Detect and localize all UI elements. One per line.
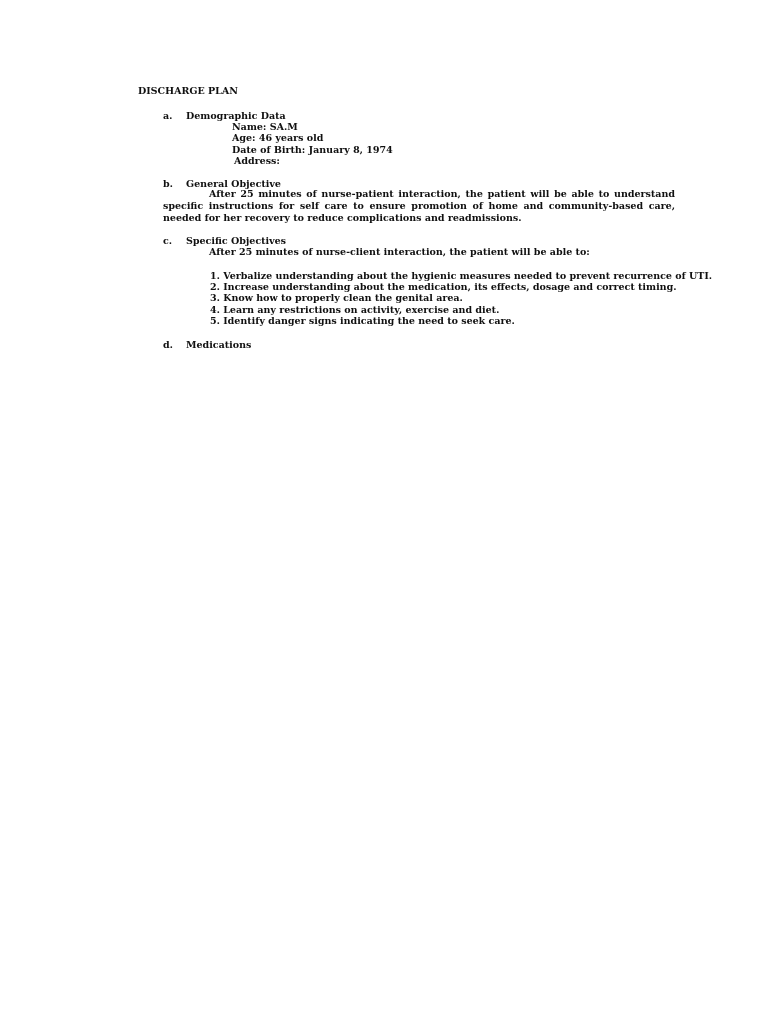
- section-a-letter: a.: [163, 111, 173, 122]
- section-d-heading: Medications: [186, 340, 252, 351]
- patient-name: Name: SA.M: [232, 122, 298, 133]
- section-c-heading: Specific Objectives: [186, 236, 287, 247]
- objective-item: 1. Verbalize understanding about the hygienic measures needed to prevent recurrence of UTI.: [210, 271, 713, 282]
- section-b-heading: General Objective: [186, 179, 281, 190]
- objective-item: 5. Identify danger signs indicating the need to seek care.: [210, 315, 515, 327]
- section-d-letter: d.: [163, 340, 173, 351]
- objective-item: 3. Know how to properly clean the genital area.: [210, 293, 463, 305]
- section-c-letter: c.: [163, 236, 173, 247]
- objective-item: 4. Learn any restrictions on activity, exercise and diet.: [210, 304, 500, 316]
- section-a-heading: Demographic Data: [186, 111, 286, 122]
- objective-item: 2. Increase understanding about the medication, its effects, dosage and correct timing.: [210, 282, 677, 294]
- document-title: DISCHARGE PLAN: [138, 86, 238, 97]
- patient-address: Address:: [234, 156, 280, 167]
- general-objective-paragraph: After 25 minutes of nurse-patient interaction, the patient will be able to understand specific instructions for self care to ensure promotion of home and community-based care, needed for her recovery to reduce complications and readmissions.: [163, 189, 675, 224]
- specific-objectives-intro: After 25 minutes of nurse-client interaction, the patient will be able to:: [209, 247, 590, 258]
- patient-dob: Date of Birth: January 8, 1974: [232, 145, 393, 156]
- specific-objectives-list: [210, 271, 712, 327]
- patient-age: Age: 46 years old: [232, 133, 324, 144]
- section-b-letter: b.: [163, 179, 173, 190]
